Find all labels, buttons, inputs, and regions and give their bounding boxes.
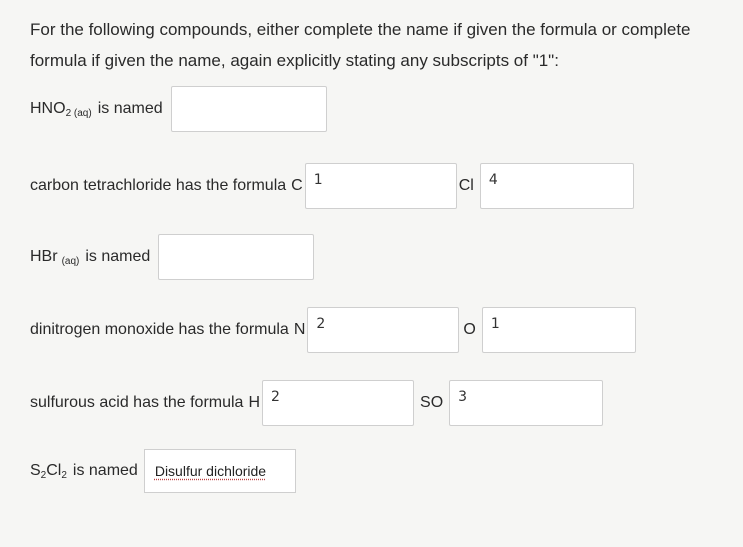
question-sulfurous-acid — [30, 380, 603, 426]
nitrogen-subscript-input[interactable] — [307, 307, 459, 353]
sulfite-subscript-input[interactable] — [449, 380, 603, 426]
question-suffix: is named — [85, 248, 151, 265]
formula-sub: 2 (aq) — [65, 108, 92, 119]
carbon-subscript-input[interactable] — [305, 163, 457, 209]
question-hbr — [30, 234, 314, 280]
input-value: 2 — [316, 316, 326, 332]
element-o: O — [463, 321, 476, 338]
question-carbon-tetrachloride — [30, 163, 634, 209]
formula-main: HNO — [30, 100, 66, 117]
input-value: 2 — [271, 389, 280, 405]
hydrogen-subscript-input[interactable] — [262, 380, 414, 426]
oxygen-subscript-input[interactable] — [482, 307, 636, 353]
formula-cl: Cl — [46, 462, 62, 479]
chlorine-subscript-input[interactable] — [480, 163, 634, 209]
formula-cl-sub: 2 — [61, 470, 67, 481]
hno2-name-input[interactable] — [171, 86, 327, 132]
question-s2cl2 — [30, 449, 296, 493]
input-value: 4 — [488, 172, 498, 188]
input-value: Disulfur dichloride — [154, 463, 267, 479]
formula-hno2 — [30, 100, 92, 118]
question-text: dinitrogen monoxide has the formula — [30, 321, 289, 338]
input-value: 1 — [490, 316, 500, 332]
question-text: sulfurous acid has the formula — [30, 394, 244, 411]
element-cl: Cl — [458, 177, 474, 194]
input-value: 3 — [458, 389, 468, 405]
input-value: 1 — [313, 172, 323, 188]
element-h: H — [248, 394, 261, 411]
formula-s2cl2 — [30, 462, 67, 480]
formula-s-sub: 2 — [40, 470, 47, 481]
instructions — [30, 14, 740, 76]
question-text: carbon tetrachloride has the formula — [30, 177, 287, 194]
question-suffix: is named — [72, 462, 138, 479]
element-c: C — [291, 177, 303, 194]
instructions-line-1: For the following compounds, either complete the name if given the formula or complete — [30, 20, 691, 39]
question-hno2 — [30, 86, 327, 132]
question-suffix: is named — [97, 100, 163, 117]
formula-hbr — [30, 248, 79, 266]
s2cl2-name-input[interactable] — [144, 449, 296, 493]
element-n: N — [293, 321, 306, 338]
group-so: SO — [420, 394, 444, 411]
question-dinitrogen-monoxide — [30, 307, 636, 353]
hbr-name-input[interactable] — [158, 234, 314, 280]
formula-s: S — [30, 462, 41, 479]
formula-sub: (aq) — [61, 256, 80, 267]
formula-main: HBr — [30, 248, 58, 265]
instructions-line-2: formula if given the name, again explicitly stating any subscripts of "1": — [30, 51, 559, 70]
